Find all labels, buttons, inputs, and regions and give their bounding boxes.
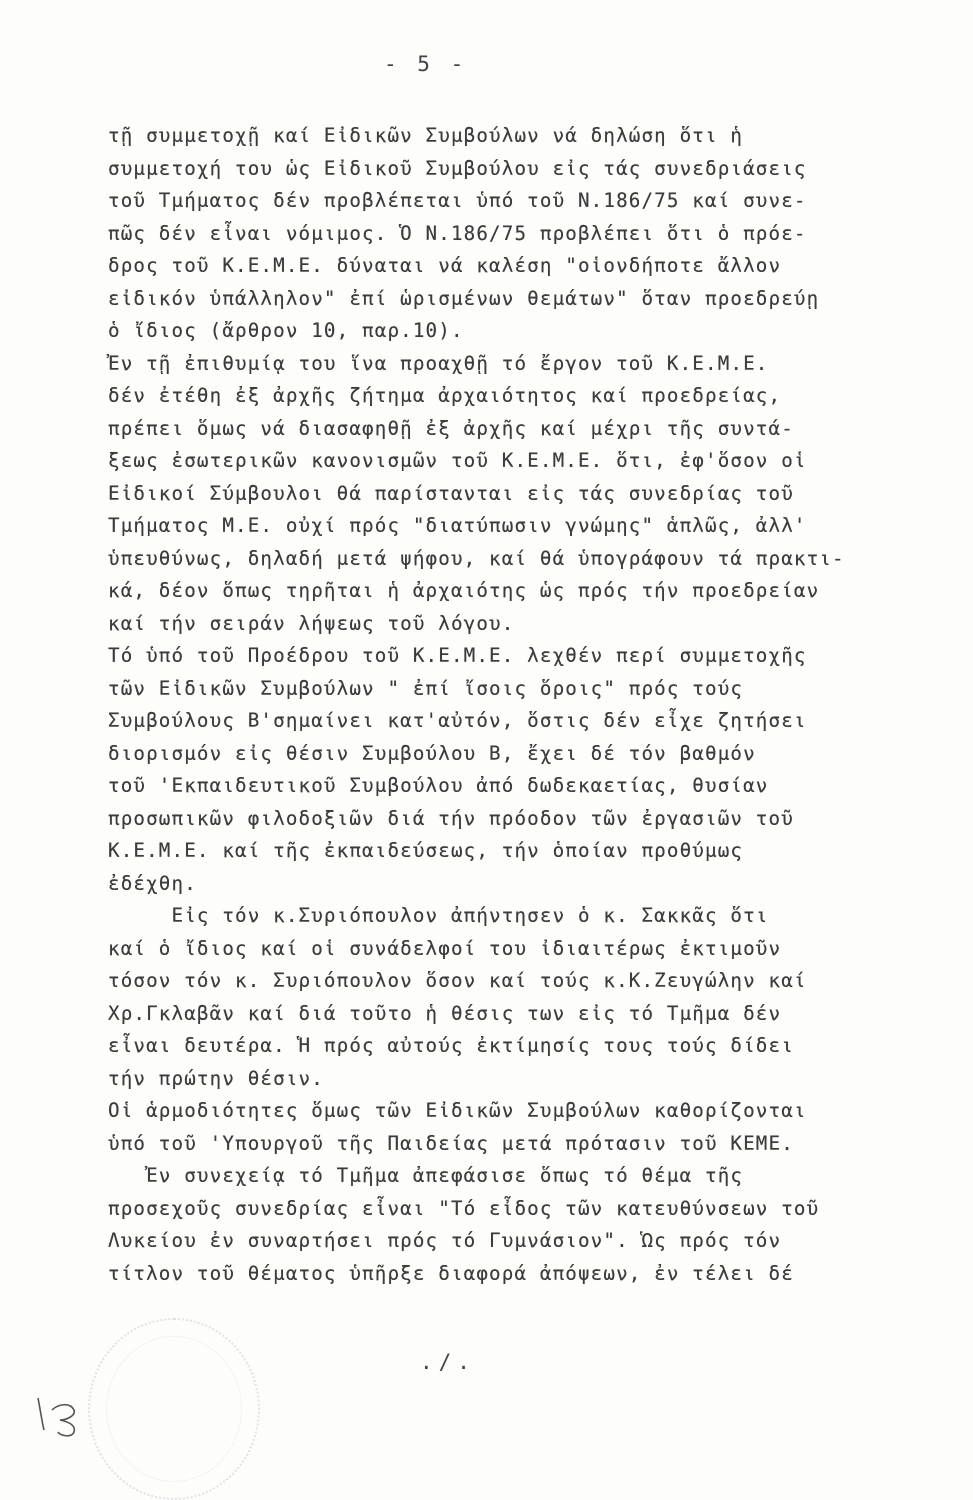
text-line: πρέπει ὅμως νά διασαφηθῇ ἐξ ἀρχῆς καί μέχρι τῆς συντά- xyxy=(108,416,794,440)
text-line: ὑπευθύνως, δηλαδή μετά ψήφου, καί θά ὑπογράφουν τά πρακτι- xyxy=(108,546,845,570)
text-line: δέν ἐτέθη ἐξ ἀρχῆς ζήτημα ἀρχαιότητος καί προεδρείας, xyxy=(108,384,782,407)
continuation-mark: ./. xyxy=(420,1350,476,1374)
text-line: ὁ ἴδιος (ἄρθρον 10, παρ.10). xyxy=(108,319,464,342)
text-line: τοῦ 'Εκπαιδευτικοῦ Συμβούλου ἀπό δωδεκαετίας, θυσίαν xyxy=(108,774,769,797)
text-line: τοῦ Τμήματος δέν προβλέπεται ὑπό τοῦ Ν.186/75 καί συνε- xyxy=(108,189,807,212)
text-line: τῇ συμμετοχῇ καί Εἰδικῶν Συμβούλων νά δηλώση ὅτι ἡ xyxy=(108,124,744,147)
text-line: Ἐν συνεχείᾳ τό Τμῆμα ἀπεφάσισε ὅπως τό θέμα τῆς xyxy=(108,1164,744,1187)
text-line: διορισμόν εἰς θέσιν Συμβούλου Β, ἔχει δέ τόν βαθμόν xyxy=(108,741,756,765)
text-line: Λυκείου ἐν συναρτήσει πρός τό Γυμνάσιον". Ὡς πρός τόν xyxy=(108,1229,782,1252)
text-line: τῶν Εἰδικῶν Συμβούλων " ἐπί ἴσοις ὅροις" πρός τούς xyxy=(108,676,744,700)
text-line: Χρ.Γκλαβᾶν καί διά τοῦτο ἡ θέσις των εἰς τό Τμῆμα δέν xyxy=(108,1001,782,1025)
text-line: καί ὁ ἴδιος καί οἱ συνάδελφοί του ἰδιαιτέρως ἐκτιμοῦν xyxy=(108,936,782,960)
text-line: τίτλον τοῦ θέματος ὑπῆρξε διαφορά ἀπόψεων, ἐν τέλει δέ xyxy=(108,1261,794,1285)
text-line: κά, δέον ὅπως τηρῆται ἡ ἀρχαιότης ὡς πρός τήν προεδρείαν xyxy=(108,579,820,602)
text-line: ξεως ἐσωτερικῶν κανονισμῶν τοῦ Κ.Ε.Μ.Ε. ὅτι, ἐφ'ὅσον οἱ xyxy=(108,449,807,472)
text-line: τήν πρώτην θέσιν. xyxy=(108,1066,324,1090)
text-line: Ἐν τῇ ἐπιθυμίᾳ του ἵνα προαχθῇ τό ἔργον τοῦ Κ.Ε.Μ.Ε. xyxy=(108,351,769,375)
text-line: δρος τοῦ Κ.Ε.Μ.Ε. δύναται νά καλέση "οἱονδήποτε ἄλλον xyxy=(108,254,782,277)
text-line: συμμετοχή του ὡς Εἰδικοῦ Συμβούλου εἰς τάς συνεδριάσεις xyxy=(108,156,807,180)
page-number: - 5 - xyxy=(384,52,468,76)
text-line: Εἰς τόν κ.Συριόπουλον ἀπήντησεν ὁ κ. Σακκᾶς ὅτι xyxy=(108,904,769,927)
body-text xyxy=(108,120,968,1290)
seal-inner-ring xyxy=(106,1336,242,1482)
handwritten-note xyxy=(30,1380,90,1440)
text-line: Συμβούλους Β'σημαίνει κατ'αὐτόν, ὅστις δέν εἶχε ζητήσει xyxy=(108,709,807,732)
text-line: ὑπό τοῦ 'Υπουργοῦ τῆς Παιδείας μετά πρότασιν τοῦ ΚΕΜΕ. xyxy=(108,1131,794,1155)
text-line: ἐδέχθη. xyxy=(108,871,197,895)
text-line: προσεχοῦς συνεδρίας εἶναι "Τό εἶδος τῶν κατευθύνσεων τοῦ xyxy=(108,1196,820,1220)
text-line: καί τήν σειράν λήψεως τοῦ λόγου. xyxy=(108,611,515,635)
text-line: πῶς δέν εἶναι νόμιμος. Ὁ Ν.186/75 προβλέπει ὅτι ὁ πρόε- xyxy=(108,221,807,245)
text-line: Εἰδικοί Σύμβουλοι θά παρίστανται εἰς τάς συνεδρίας τοῦ xyxy=(108,481,794,505)
text-line: Οἱ ἁρμοδιότητες ὅμως τῶν Εἰδικῶν Συμβούλων καθορίζονται xyxy=(108,1099,807,1122)
faded-seal-stamp xyxy=(88,1318,260,1500)
text-line: εἶναι δευτέρα. Ἡ πρός αὐτούς ἐκτίμησίς τους τούς δίδει xyxy=(108,1034,794,1057)
text-line: Τό ὑπό τοῦ Προέδρου τοῦ Κ.Ε.Μ.Ε. λεχθέν περί συμμετοχῆς xyxy=(108,644,807,667)
text-line: προσωπικῶν φιλοδοξιῶν διά τήν πρόοδον τῶν ἐργασιῶν τοῦ xyxy=(108,806,794,830)
text-line: Τμήματος Μ.Ε. οὐχί πρός "διατύπωσιν γνώμης" ἁπλῶς, ἀλλ' xyxy=(108,514,807,537)
text-line: τόσον τόν κ. Συριόπουλον ὅσον καί τούς κ.Κ.Ζευγώλην καί xyxy=(108,969,807,992)
text-line: εἰδικόν ὑπάλληλον" ἐπί ὡρισμένων θεμάτων" ὅταν προεδρεύῃ xyxy=(108,286,820,310)
text-line: Κ.Ε.Μ.Ε. καί τῆς ἐκπαιδεύσεως, τήν ὁποίαν προθύμως xyxy=(108,839,744,862)
handwritten-note-icon xyxy=(30,1380,90,1440)
